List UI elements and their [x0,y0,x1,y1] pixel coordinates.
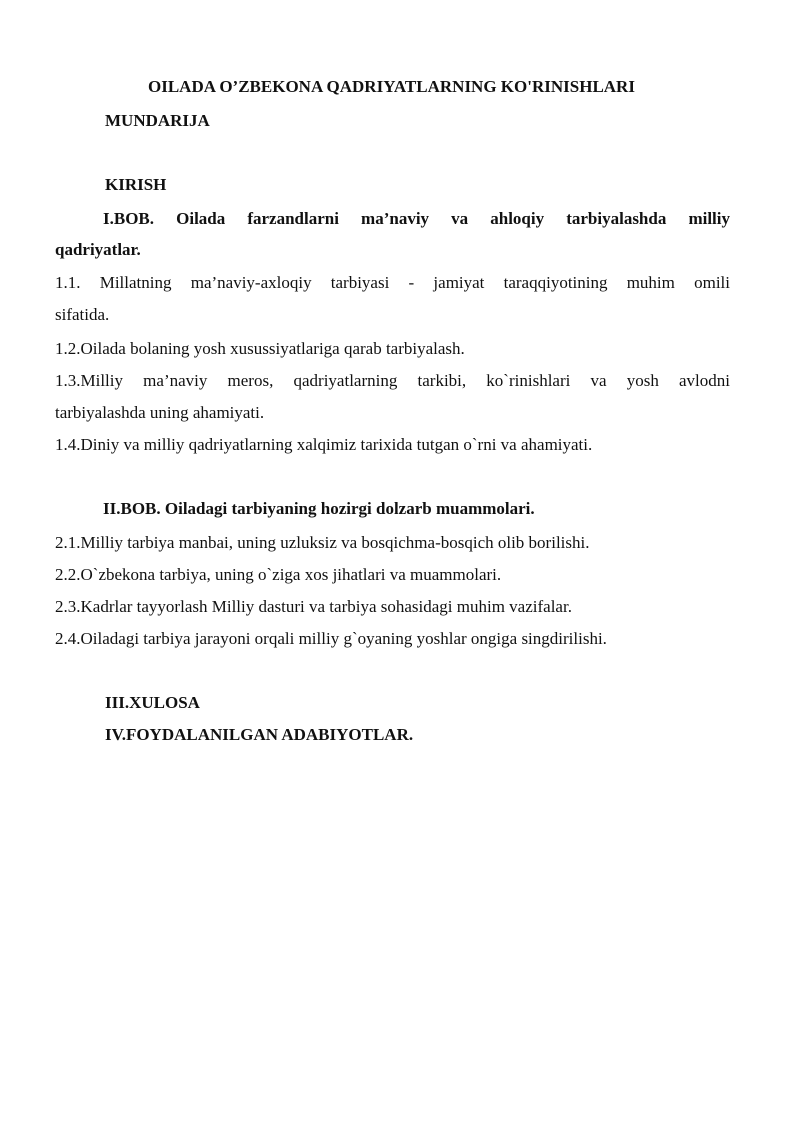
conclusion-heading: III.XULOSA [105,693,200,712]
contents-heading: MUNDARIJA [105,111,210,130]
toc-item-2-3: 2.3.Kadrlar tayyorlash Milliy dasturi va tarbiya sohasidagi muhim vazifalar. [55,597,572,616]
toc-item-1-2: 1.2.Oilada bolaning yosh xusussiyatlariga qarab tarbiyalash. [55,339,465,358]
toc-item-2-2: 2.2.O`zbekona tarbiya, uning o`ziga xos jihatlari va muammolari. [55,565,502,584]
toc-item-1-3-line1: 1.3.Milliy ma’naviy meros, qadriyatlarning tarkibi, ko`rinishlari va yosh avlodni [55,371,730,390]
chapter1-heading-line2: qadriyatlar. [55,240,141,259]
chapter2-heading: II.BOB. Oiladagi tarbiyaning hozirgi dolzarb muammolari. [103,499,535,518]
toc-item-1-1-line2: sifatida. [55,305,110,324]
toc-item-1-1-line1: 1.1. Millatning ma’naviy-axloqiy tarbiyasi - jamiyat taraqqiyotining muhim omili [55,273,730,292]
toc-item-1-3-line2: tarbiyalashda uning ahamiyati. [55,403,265,422]
document-title: OILADA O’ZBEKONA QADRIYATLARNING KO'RINISHLARI [148,77,635,96]
toc-item-1-4: 1.4.Diniy va milliy qadriyatlarning xalqimiz tarixida tutgan o`rni va ahamiyati. [55,435,593,454]
toc-item-2-1: 2.1.Milliy tarbiya manbai, uning uzluksiz va bosqichma-bosqich olib borilishi. [55,533,590,552]
intro-heading: KIRISH [105,175,167,194]
references-heading: IV.FOYDALANILGAN ADABIYOTLAR. [105,725,414,744]
toc-item-2-4: 2.4.Oiladagi tarbiya jarayoni orqali milliy g`oyaning yoshlar ongiga singdirilishi. [55,629,607,648]
chapter1-heading-line1: I.BOB. Oilada farzandlarni ma’naviy va ahloqiy tarbiyalashda milliy [103,209,730,228]
